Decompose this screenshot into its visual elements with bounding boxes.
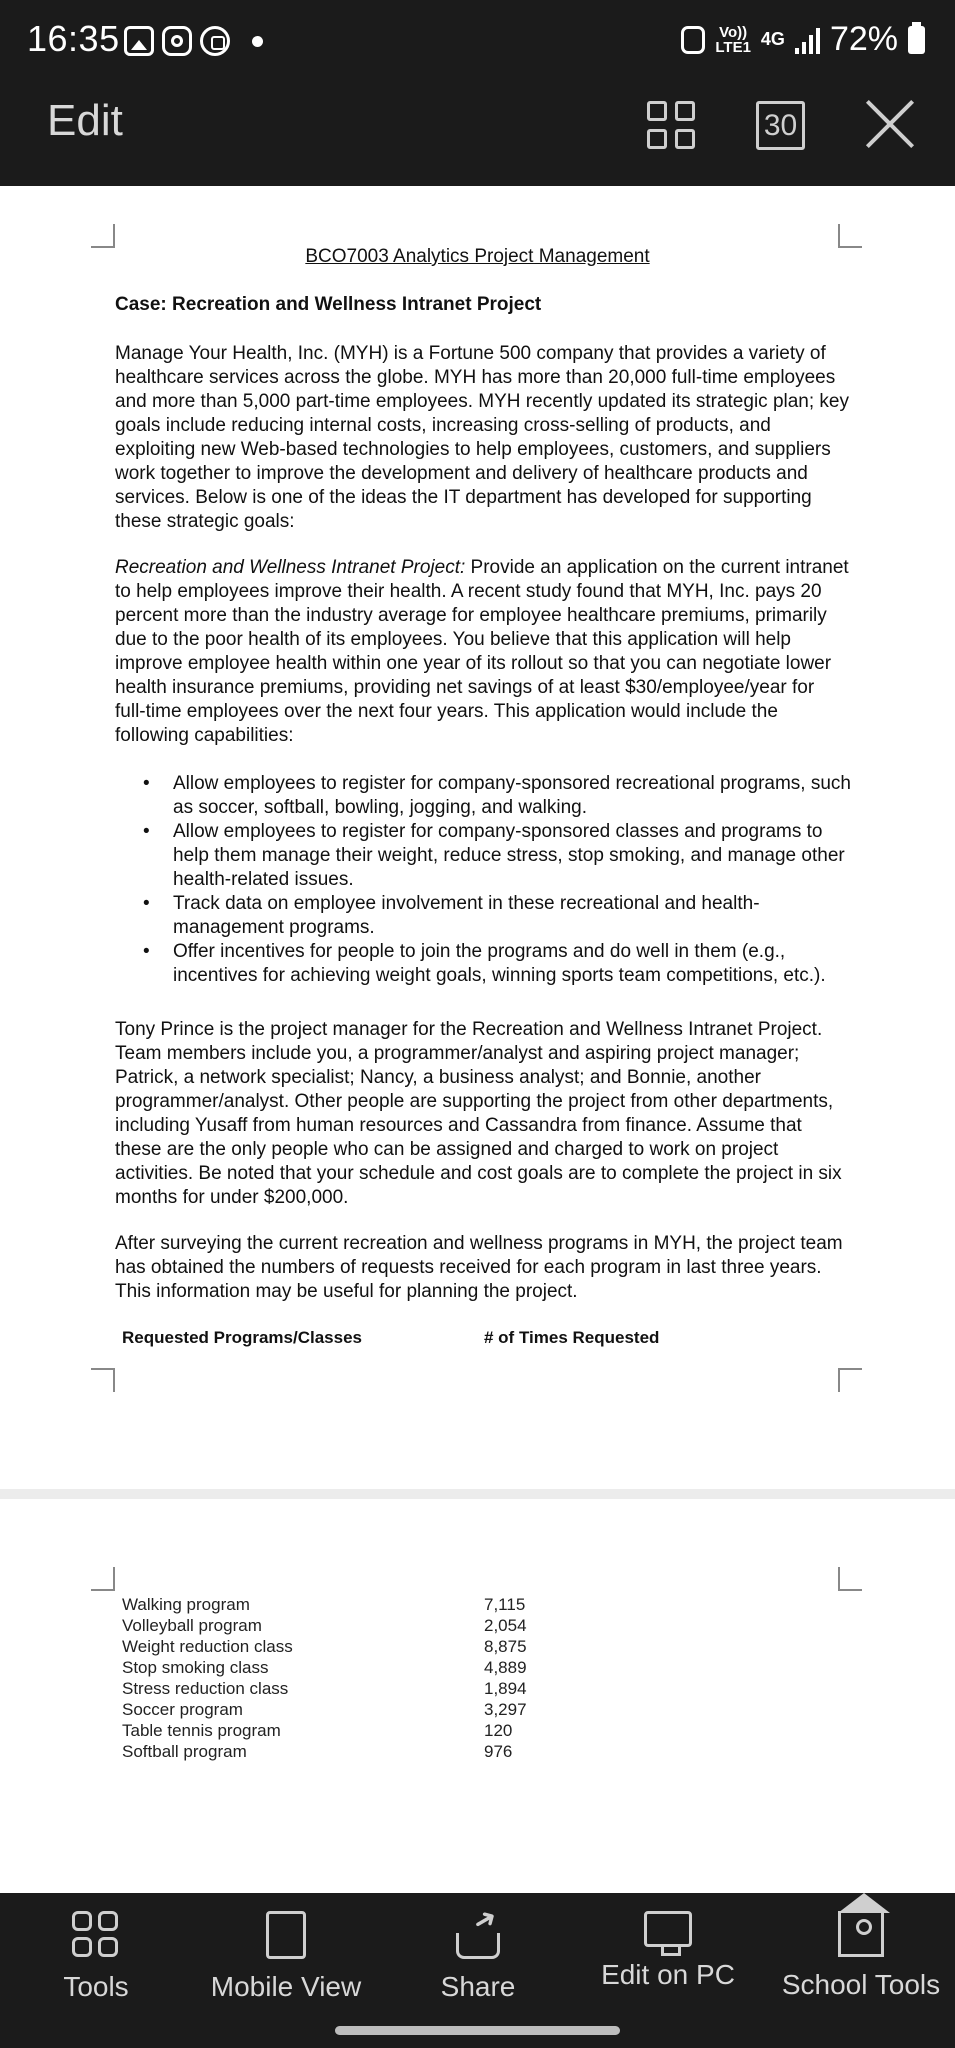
share-icon (456, 1933, 500, 1959)
mobile-view-button[interactable] (206, 1911, 366, 2003)
close-icon[interactable] (862, 96, 918, 152)
data-saver-icon (681, 26, 705, 54)
table-row: Walking program 7,115 (122, 1595, 526, 1614)
list-item: • Track data on employee involvement in these recreational and health-management programs. (115, 892, 855, 940)
signal-strength-icon (795, 26, 820, 54)
table-row: Weight reduction class 8,875 (122, 1637, 527, 1656)
case-heading: Case: Recreation and Wellness Intranet Project (115, 294, 542, 315)
school-tools-icon (838, 1911, 884, 1957)
school-tools-label: School Tools (781, 1969, 941, 2000)
network-gen: 4G (760, 29, 785, 49)
table-row: Stress reduction class 1,894 (122, 1679, 527, 1698)
mobile-view-label: Mobile View (210, 1971, 362, 2002)
tools-button[interactable] (48, 1911, 144, 2003)
table-row: Soccer program 3,297 (122, 1700, 527, 1719)
table-header-requests: # of Times Requested (484, 1328, 660, 1347)
edit-button[interactable]: Edit (47, 96, 123, 145)
list-item: • Allow employees to register for company-sponsored recreational programs, such as soccer, softball, bowling, jogging, and walking. (115, 772, 855, 820)
viber-icon (200, 26, 230, 56)
battery-percent: 72% (829, 20, 898, 58)
crop-mark (91, 1567, 115, 1591)
mobile-view-icon (266, 1911, 306, 1959)
crop-mark (91, 224, 115, 248)
document-page (0, 186, 955, 1489)
paragraph-project: Recreation and Wellness Intranet Project: Provide an application on the current intranet to help employees improve their health. A recent study found that MYH, Inc. pays 20 percent more than the industry average for employee healthcare premiums, primarily due to the poor health of its employees. You believe that this application will help improve employee health within one year of its rollout so that you can negotiate lower health insurance premiums, providing net savings of at least $30/employee/year for full-time employees over the next four years. This application would include the following capabilities: (115, 557, 849, 746)
edit-on-pc-button[interactable] (598, 1911, 738, 1991)
crop-mark (838, 1567, 862, 1591)
document-title: BCO7003 Analytics Project Management (305, 246, 650, 267)
app-toolbar (0, 66, 955, 186)
status-time: 16:35 (27, 18, 120, 59)
list-item: • Allow employees to register for company-sponsored classes and programs to help them manage their weight, reduce stress, stop smoking, and manage other health-related issues. (115, 820, 855, 892)
table-row: Volleyball program 2,054 (122, 1616, 527, 1635)
more-notifications-dot-icon (252, 36, 263, 47)
instagram-icon (162, 26, 192, 56)
school-tools-button[interactable] (776, 1911, 946, 2001)
share-label: Share (440, 1971, 516, 2002)
crop-mark (838, 224, 862, 248)
requests-table (122, 1594, 722, 1762)
network-label: Vo)) LTE1 (715, 23, 751, 56)
crop-mark (838, 1368, 862, 1392)
page-count-button[interactable]: 30 (756, 101, 805, 150)
list-item: • Offer incentives for people to join the programs and do well in them (e.g., incentives for achieving weight goals, winning sports team competitions, etc.). (115, 940, 855, 988)
gallery-icon (124, 26, 154, 56)
bottom-toolbar (0, 1893, 955, 2048)
crop-mark (91, 1368, 115, 1392)
document-page (0, 1499, 955, 1893)
notification-icons (124, 26, 263, 56)
paragraph-intro: Manage Your Health, Inc. (MYH) is a Fortune 500 company that provides a variety of healthcare services across the globe. MYH has more than 20,000 full-time employees and more than 5,000 part-time employees. MYH recently updated its strategic plan; key goals include reducing internal costs, increasing cross-selling of products, and exploiting new Web-based technologies to help employees, customers, and suppliers work together to improve the development and delivery of healthcare products and services. Below is one of the ideas the IT department has developed for supporting these strategic goals: (115, 343, 849, 532)
paragraph-survey: After surveying the current recreation and wellness programs in MYH, the project team has obtained the numbers of requests received for each program in last three years. This information may be useful for planning the project. (115, 1233, 843, 1302)
home-indicator[interactable] (335, 2026, 620, 2035)
system-status (681, 20, 925, 59)
table-row: Stop smoking class 4,889 (122, 1658, 527, 1677)
table-header-programs: Requested Programs/Classes (122, 1328, 362, 1347)
tools-label: Tools (63, 1971, 129, 2002)
status-bar (0, 0, 955, 66)
document-viewer[interactable] (0, 186, 955, 1893)
paragraph-team: Tony Prince is the project manager for the Recreation and Wellness Intranet Project. Team members include you, a programmer/analyst and aspiring project manager; Patrick, a network specialist; Nancy, a business analyst; and Bonnie, another programmer/analyst. Other people are supporting the project from other departments, including Yusaff from human resources and Cassandra from finance. Assume that these are the only people who can be assigned and charged to work on project activities. Be noted that your schedule and cost goals are to complete the project in six months for under $200,000. (115, 1019, 842, 1208)
table-row: Softball program 976 (122, 1742, 513, 1761)
table-row: Table tennis program 120 (122, 1721, 513, 1740)
tools-icon (72, 1911, 120, 1959)
battery-icon (908, 26, 925, 54)
capabilities-list (115, 772, 855, 988)
edit-on-pc-label: Edit on PC (601, 1959, 735, 1990)
grid-view-icon[interactable] (647, 101, 695, 149)
share-button[interactable] (428, 1911, 528, 2003)
edit-on-pc-icon (644, 1911, 692, 1947)
